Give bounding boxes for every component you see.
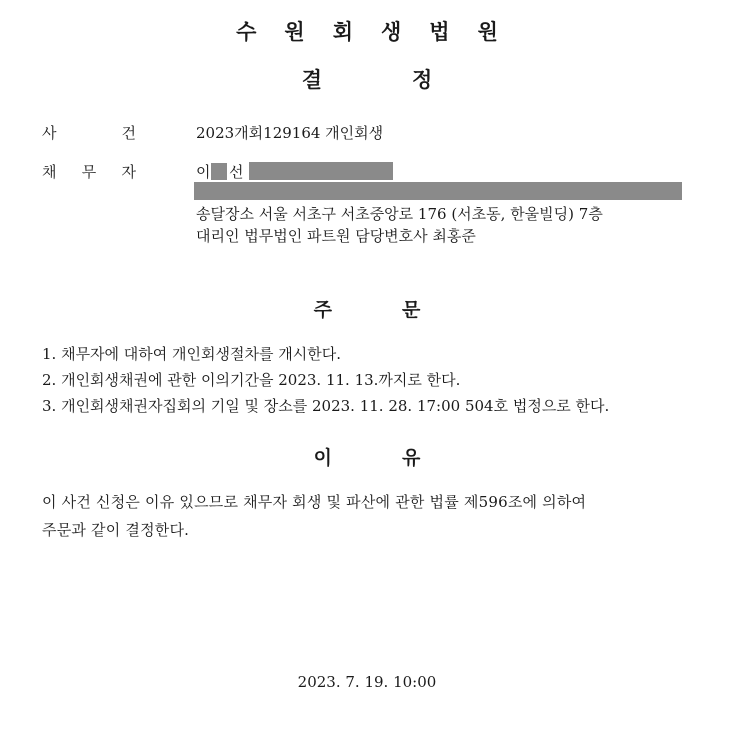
order-item: 3. 개인회생채권자집회의 기일 및 장소를 2023. 11. 28. 17:00 504호 법정으로 한다.	[42, 397, 610, 415]
document-type-title	[0, 64, 734, 96]
court-name	[0, 16, 734, 48]
debtor-label	[42, 161, 136, 182]
debtor-label-char: 자	[121, 163, 136, 181]
order-item: 1. 채무자에 대하여 개인회생절차를 개시한다.	[42, 345, 341, 363]
delivery-address: 송달장소 서울 서초구 서초중앙로 176 (서초동, 한울빌딩) 7층	[196, 205, 603, 223]
court-name-char: 법	[429, 20, 450, 44]
doc-type-char: 결	[301, 68, 322, 92]
debtor-name-part2: 선	[229, 163, 244, 181]
case-label-char: 사	[42, 124, 57, 142]
court-name-char: 회	[332, 20, 353, 44]
name-redaction	[211, 163, 227, 180]
order-title-char: 주	[313, 299, 332, 321]
reason-text-line: 주문과 같이 결정한다.	[42, 521, 190, 539]
case-number: 2023개회129164 개인회생	[196, 124, 384, 142]
reason-title	[0, 443, 734, 470]
reason-title-char: 이	[313, 447, 332, 469]
legal-agent: 대리인 법무법인 파트원 담당변호사 최홍준	[196, 227, 476, 245]
court-name-char: 원	[284, 20, 305, 44]
case-label-char: 건	[121, 124, 136, 142]
order-title	[0, 295, 734, 322]
debtor-label-char: 무	[81, 163, 97, 181]
reason-title-char: 유	[402, 447, 421, 469]
court-name-char: 생	[381, 20, 402, 44]
address-redaction	[194, 182, 682, 200]
case-label	[42, 122, 136, 143]
doc-type-char: 정	[412, 68, 433, 92]
court-name-char: 수	[236, 20, 257, 44]
name-redaction	[249, 162, 393, 180]
debtor-label-char: 채	[42, 163, 57, 181]
debtor-name-part1: 이	[196, 163, 211, 181]
decision-date: 2023. 7. 19. 10:00	[297, 673, 437, 691]
order-title-char: 문	[402, 299, 421, 321]
reason-text-line: 이 사건 신청은 이유 있으므로 채무자 회생 및 파산에 관한 법률 제596조에 의하여	[42, 493, 587, 511]
court-name-char: 원	[477, 20, 498, 44]
order-item: 2. 개인회생채권에 관한 이의기간을 2023. 11. 13.까지로 한다.	[42, 371, 461, 389]
